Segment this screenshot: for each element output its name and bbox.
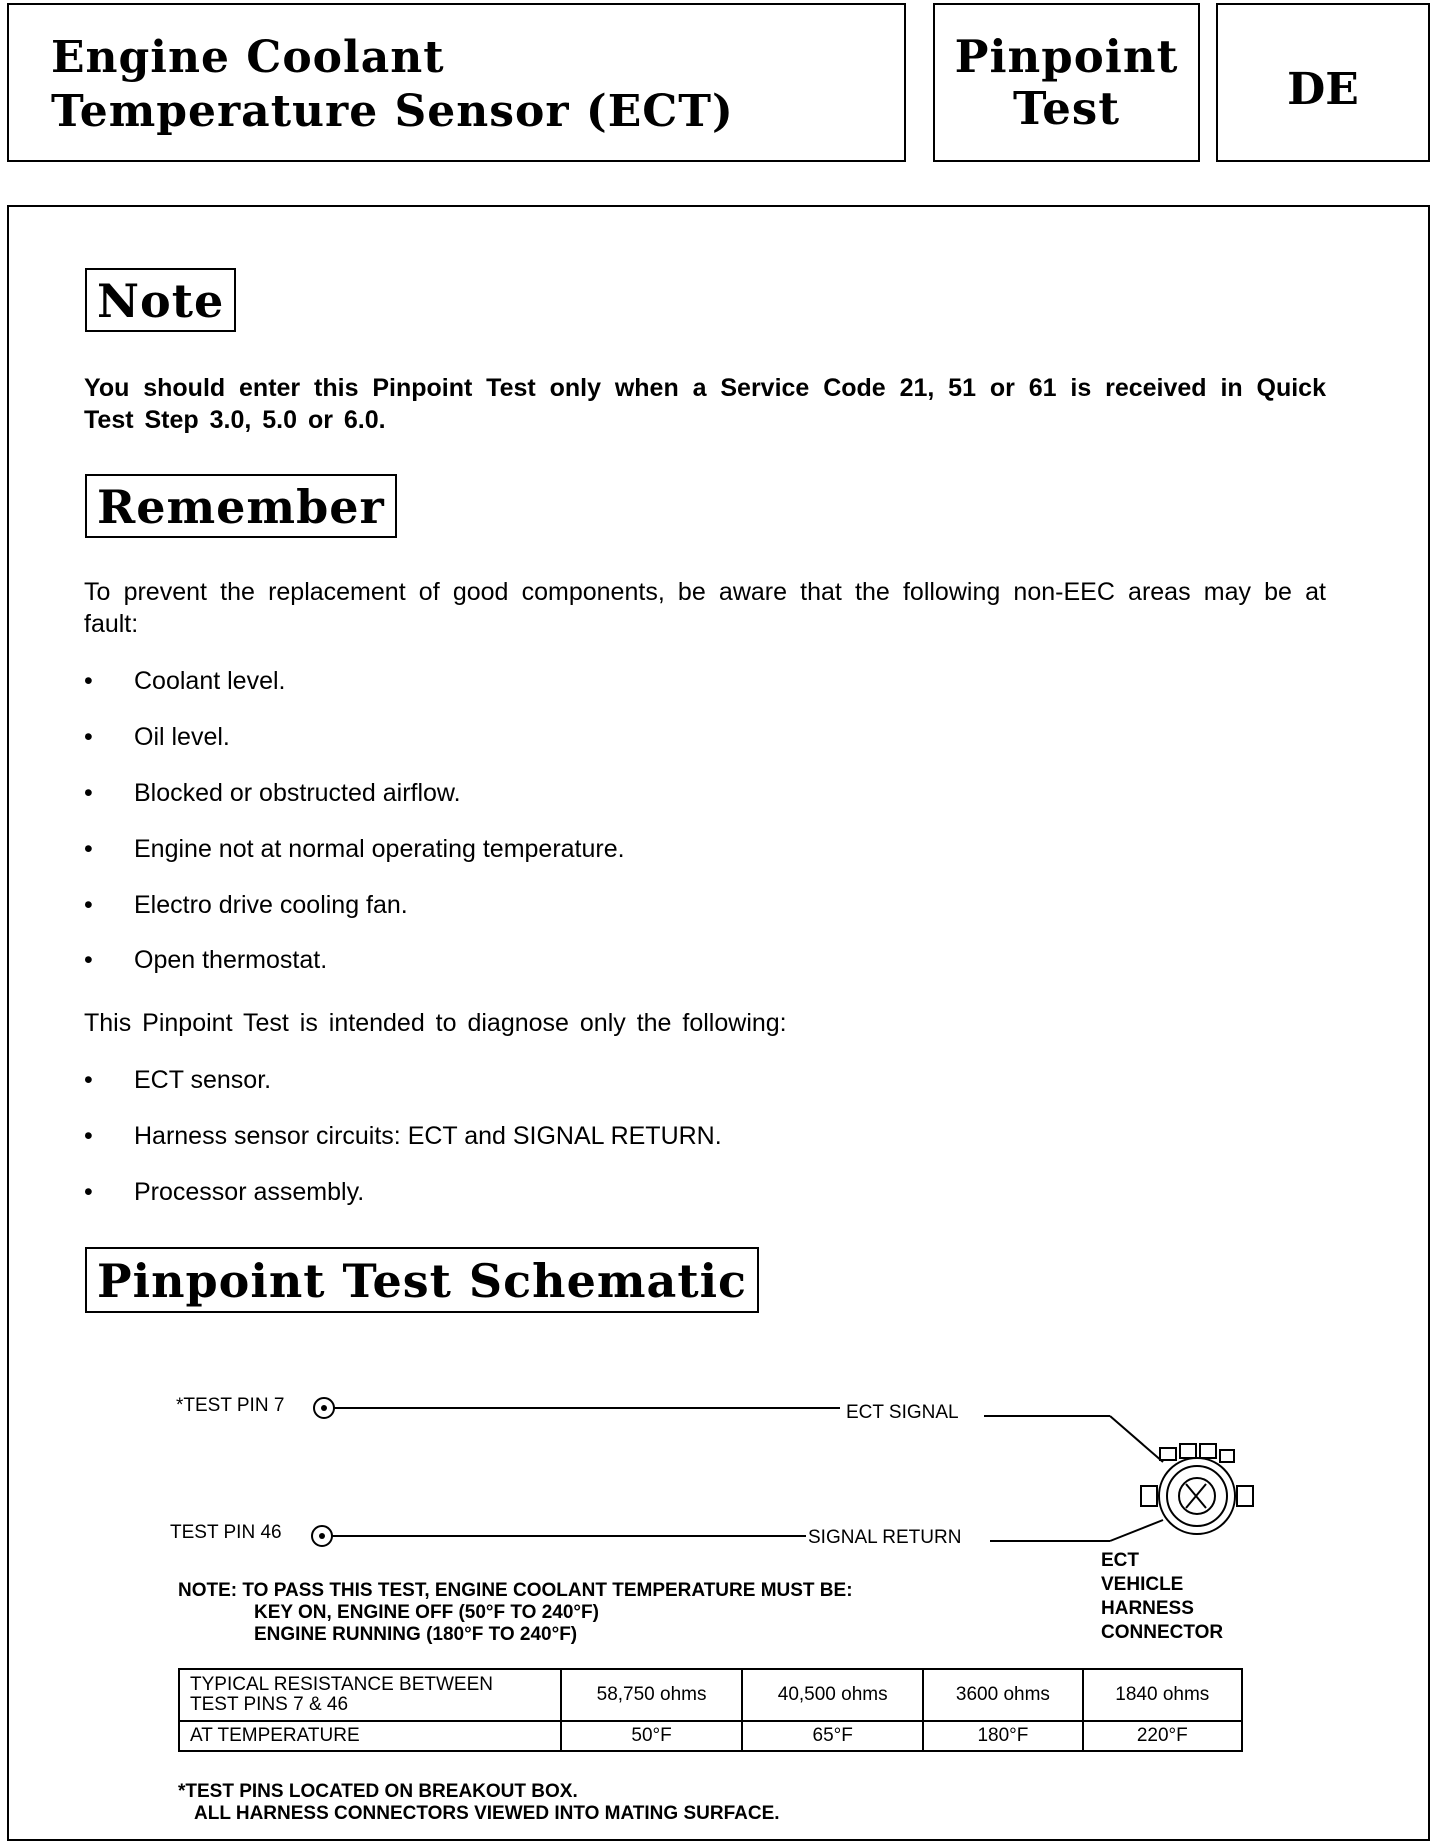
temperature-label: AT TEMPERATURE (179, 1721, 561, 1751)
table-row (179, 1669, 1242, 1721)
note-heading: Note (85, 268, 236, 332)
diagnose-intro: This Pinpoint Test is intended to diagnose only the following: (84, 1009, 787, 1037)
table-cell: 50°F (561, 1721, 742, 1751)
table-row (179, 1721, 1242, 1751)
list-item: • ECT sensor. (84, 1066, 272, 1094)
table-cell: 180°F (923, 1721, 1082, 1751)
table-cell: 65°F (742, 1721, 923, 1751)
footnote: *TEST PINS LOCATED ON BREAKOUT BOX. ALL HARNESS CONNECTORS VIEWED INTO MATING SURFACE. (178, 1781, 780, 1824)
list-item: • Harness sensor circuits: ECT and SIGNAL RETURN. (84, 1122, 722, 1150)
list-item: • Electro drive cooling fan. (84, 891, 408, 919)
table-cell: 3600 ohms (923, 1669, 1082, 1721)
list-item: • Blocked or obstructed airflow. (84, 779, 461, 807)
remember-heading: Remember (85, 474, 397, 538)
table-cell: 58,750 ohms (561, 1669, 742, 1721)
list-item: • Processor assembly. (84, 1178, 365, 1206)
page-title: Engine Coolant Temperature Sensor (ECT) (51, 32, 734, 137)
list-item: • Engine not at normal operating temperature. (84, 835, 625, 863)
test-pin-7-label: *TEST PIN 7 (176, 1395, 285, 1416)
pinpoint-test-label: Pinpoint Test (954, 30, 1179, 135)
resistance-table (178, 1668, 1243, 1752)
note-text: You should enter this Pinpoint Test only when a Service Code 21, 51 or 61 is received in Quick Test Step 3.0, 5.0 or 6.0. (84, 374, 1326, 434)
test-pin-46-terminal-icon (312, 1526, 332, 1546)
table-cell: 220°F (1083, 1721, 1242, 1751)
resistance-label: TYPICAL RESISTANCE BETWEEN TEST PINS 7 & 46 (179, 1669, 561, 1721)
list-item: • Coolant level. (84, 667, 286, 695)
remember-intro: To prevent the replacement of good components, be aware that the following non-EEC areas may be at fault: (84, 578, 1326, 638)
test-note: NOTE: TO PASS THIS TEST, ENGINE COOLANT TEMPERATURE MUST BE: KEY ON, ENGINE OFF (50°F TO 240°F) ENGINE RUNNING (180°F TO 240°F) (178, 1580, 853, 1645)
table-cell: 40,500 ohms (742, 1669, 923, 1721)
table-cell: 1840 ohms (1083, 1669, 1242, 1721)
ect-signal-label: ECT SIGNAL (846, 1402, 959, 1423)
list-item: • Open thermostat. (84, 946, 328, 974)
test-pin-46-label: TEST PIN 46 (170, 1522, 282, 1543)
test-code: DE (1287, 64, 1359, 115)
test-pin-7-terminal-icon (314, 1398, 334, 1418)
list-item: • Oil level. (84, 723, 230, 751)
ect-connector-label: ECT VEHICLE HARNESS CONNECTOR (1101, 1550, 1224, 1643)
signal-return-label: SIGNAL RETURN (808, 1527, 962, 1548)
schematic-heading: Pinpoint Test Schematic (85, 1247, 759, 1313)
